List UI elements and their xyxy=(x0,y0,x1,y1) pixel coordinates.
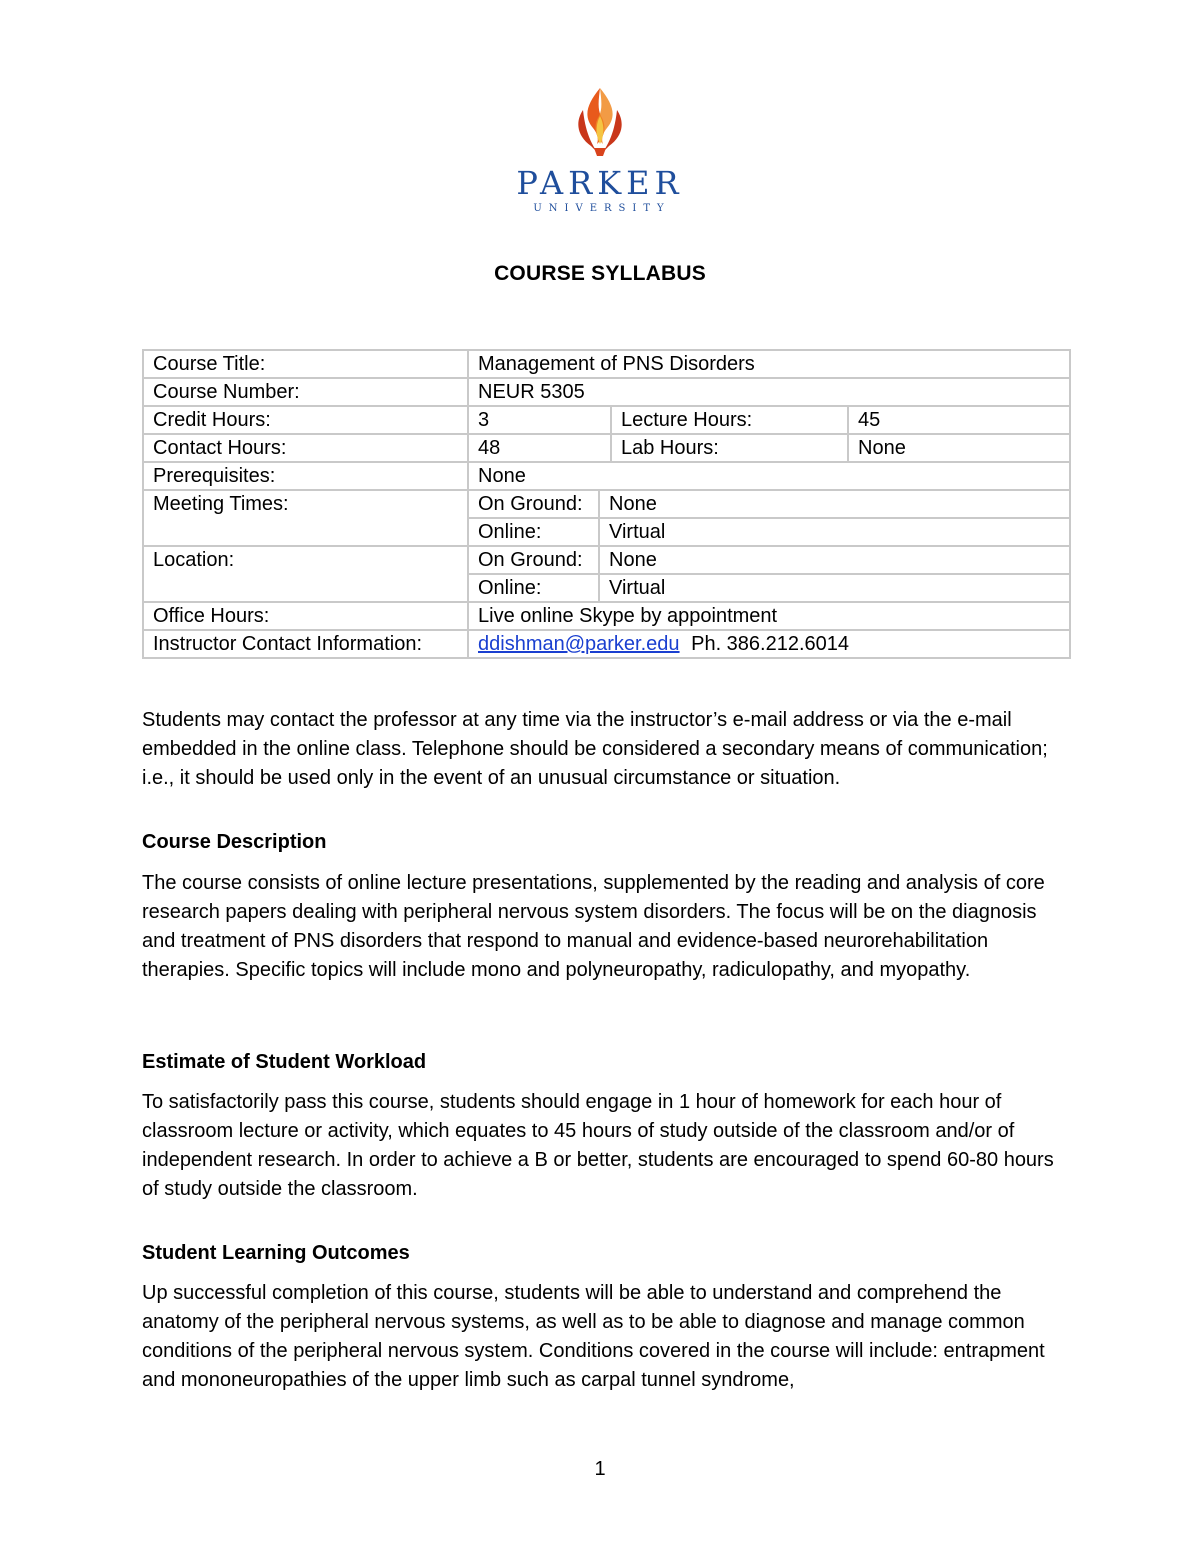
meeting-on-ground-value: None xyxy=(599,490,1070,518)
meeting-online-label: Online: xyxy=(468,518,599,546)
table-row xyxy=(143,490,1070,518)
logo-wordmark: PARKER xyxy=(516,164,684,202)
location-on-ground-label: On Ground: xyxy=(468,546,599,574)
page-title: COURSE SYLLABUS xyxy=(494,262,706,285)
instructor-contact-value xyxy=(468,630,1070,658)
location-online-label: Online: xyxy=(468,574,599,602)
course-description-text: The course consists of online lecture presentations, supplemented by the reading and analysis of core research papers dealing with peripheral nervous system disorders. The focus will be on the diagnosis and treatment of PNS disorders that respond to manual and evidence-based neurorehabilitation therapies. Specific topics will include mono and polyneuropathy, radiculopathy, and myopathy. xyxy=(142,872,1045,981)
course-description-heading: Course Description xyxy=(142,831,327,853)
contact-hours-label: Contact Hours: xyxy=(143,434,468,462)
meeting-times-label: Meeting Times: xyxy=(143,490,468,546)
credit-hours-value: 3 xyxy=(468,406,611,434)
course-title-label: Course Title: xyxy=(143,350,468,378)
logo-subtitle: UNIVERSITY xyxy=(533,203,671,214)
table-row xyxy=(143,434,1070,462)
lecture-hours-value: 45 xyxy=(848,406,1070,434)
flame-icon xyxy=(578,88,621,156)
learning-outcomes-heading: Student Learning Outcomes xyxy=(142,1242,410,1264)
course-number-value: NEUR 5305 xyxy=(468,378,1070,406)
parker-university-logo xyxy=(505,86,695,216)
table-row xyxy=(143,546,1070,574)
instructor-contact-label: Instructor Contact Information: xyxy=(143,630,468,658)
table-row xyxy=(143,350,1070,378)
prerequisites-value: None xyxy=(468,462,1070,490)
table-row xyxy=(143,406,1070,434)
contact-paragraph: Students may contact the professor at any time via the instructor’s e-mail address or via the e-mail embedded in the online class. Telephone should be considered a secondary means of communication; i.e., it should be used only in the event of an unusual circumstance or situation. xyxy=(142,709,1048,789)
workload-heading: Estimate of Student Workload xyxy=(142,1051,427,1073)
lab-hours-label: Lab Hours: xyxy=(611,434,848,462)
workload-text: To satisfactorily pass this course, students should engage in 1 hour of homework for each hour of classroom lecture or activity, which equates to 45 hours of study outside of the classroom and/or of independent research. In order to achieve a B or better, students are encouraged to spend 60-80 hours of study outside the classroom. xyxy=(142,1091,1054,1200)
contact-hours-value: 48 xyxy=(468,434,611,462)
course-title-value: Management of PNS Disorders xyxy=(468,350,1070,378)
course-info-table xyxy=(142,349,1071,659)
lab-hours-value: None xyxy=(848,434,1070,462)
office-hours-value: Live online Skype by appointment xyxy=(468,602,1070,630)
meeting-online-value: Virtual xyxy=(599,518,1070,546)
table-row xyxy=(143,602,1070,630)
credit-hours-label: Credit Hours: xyxy=(143,406,468,434)
lecture-hours-label: Lecture Hours: xyxy=(611,406,848,434)
office-hours-label: Office Hours: xyxy=(143,602,468,630)
table-row xyxy=(143,462,1070,490)
location-label: Location: xyxy=(143,546,468,602)
page-number: 1 xyxy=(594,1458,606,1480)
instructor-email-link[interactable]: ddishman@parker.edu xyxy=(478,633,680,655)
instructor-phone: Ph. 386.212.6014 xyxy=(691,633,850,655)
learning-outcomes-text: Up successful completion of this course, students will be able to understand and comprehend the anatomy of the peripheral nervous systems, as well as to be able to diagnose and manage common conditions of the peripheral nervous system. Conditions covered in the course will include: entrapment and mononeuropathies of the upper limb such as carpal tunnel syndrome, xyxy=(142,1282,1045,1391)
table-row xyxy=(143,630,1070,658)
prerequisites-label: Prerequisites: xyxy=(143,462,468,490)
meeting-on-ground-label: On Ground: xyxy=(468,490,599,518)
location-online-value: Virtual xyxy=(599,574,1070,602)
location-on-ground-value: None xyxy=(599,546,1070,574)
course-number-label: Course Number: xyxy=(143,378,468,406)
table-row xyxy=(143,378,1070,406)
